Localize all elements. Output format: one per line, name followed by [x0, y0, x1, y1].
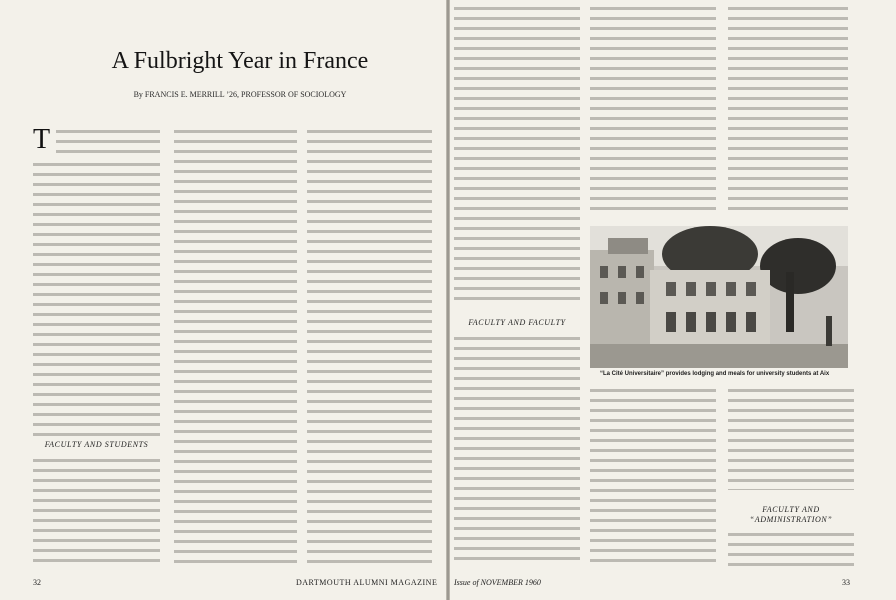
photo-cite-universitaire [590, 226, 848, 368]
section-heading-faculty-and: FACULTY AND [728, 505, 854, 514]
column-text [728, 530, 854, 568]
page-number-left: 32 [33, 578, 41, 587]
column-text [590, 386, 716, 566]
column-text [56, 127, 160, 159]
section-heading-faculty-and-faculty: FACULTY AND FACULTY [454, 318, 580, 327]
photo-caption: “La Cité Universitaire” provides lodging and meals for university students at Aix [600, 371, 830, 377]
page-gutter [446, 0, 450, 600]
magazine-name: DARTMOUTH ALUMNI MAGAZINE [296, 578, 438, 587]
column-text [174, 127, 297, 567]
page-number-right: 33 [842, 578, 850, 587]
column-text [454, 4, 580, 306]
column-text [33, 456, 160, 566]
column-text [307, 127, 432, 567]
column-text [590, 4, 716, 216]
column-text [728, 4, 848, 216]
column-text [728, 386, 854, 490]
byline: By FRANCIS E. MERRILL ’26, PROFESSOR OF SOCIOLOGY [133, 90, 347, 99]
article-title: A Fulbright Year in France [111, 48, 369, 74]
column-text [454, 334, 580, 566]
section-heading-administration: “ADMINISTRATION” [728, 515, 854, 524]
column-text [33, 160, 160, 437]
section-heading-faculty-and-students: FACULTY AND STUDENTS [33, 440, 160, 449]
drop-cap: T [33, 124, 51, 155]
issue-date: Issue of NOVEMBER 1960 [454, 578, 541, 587]
